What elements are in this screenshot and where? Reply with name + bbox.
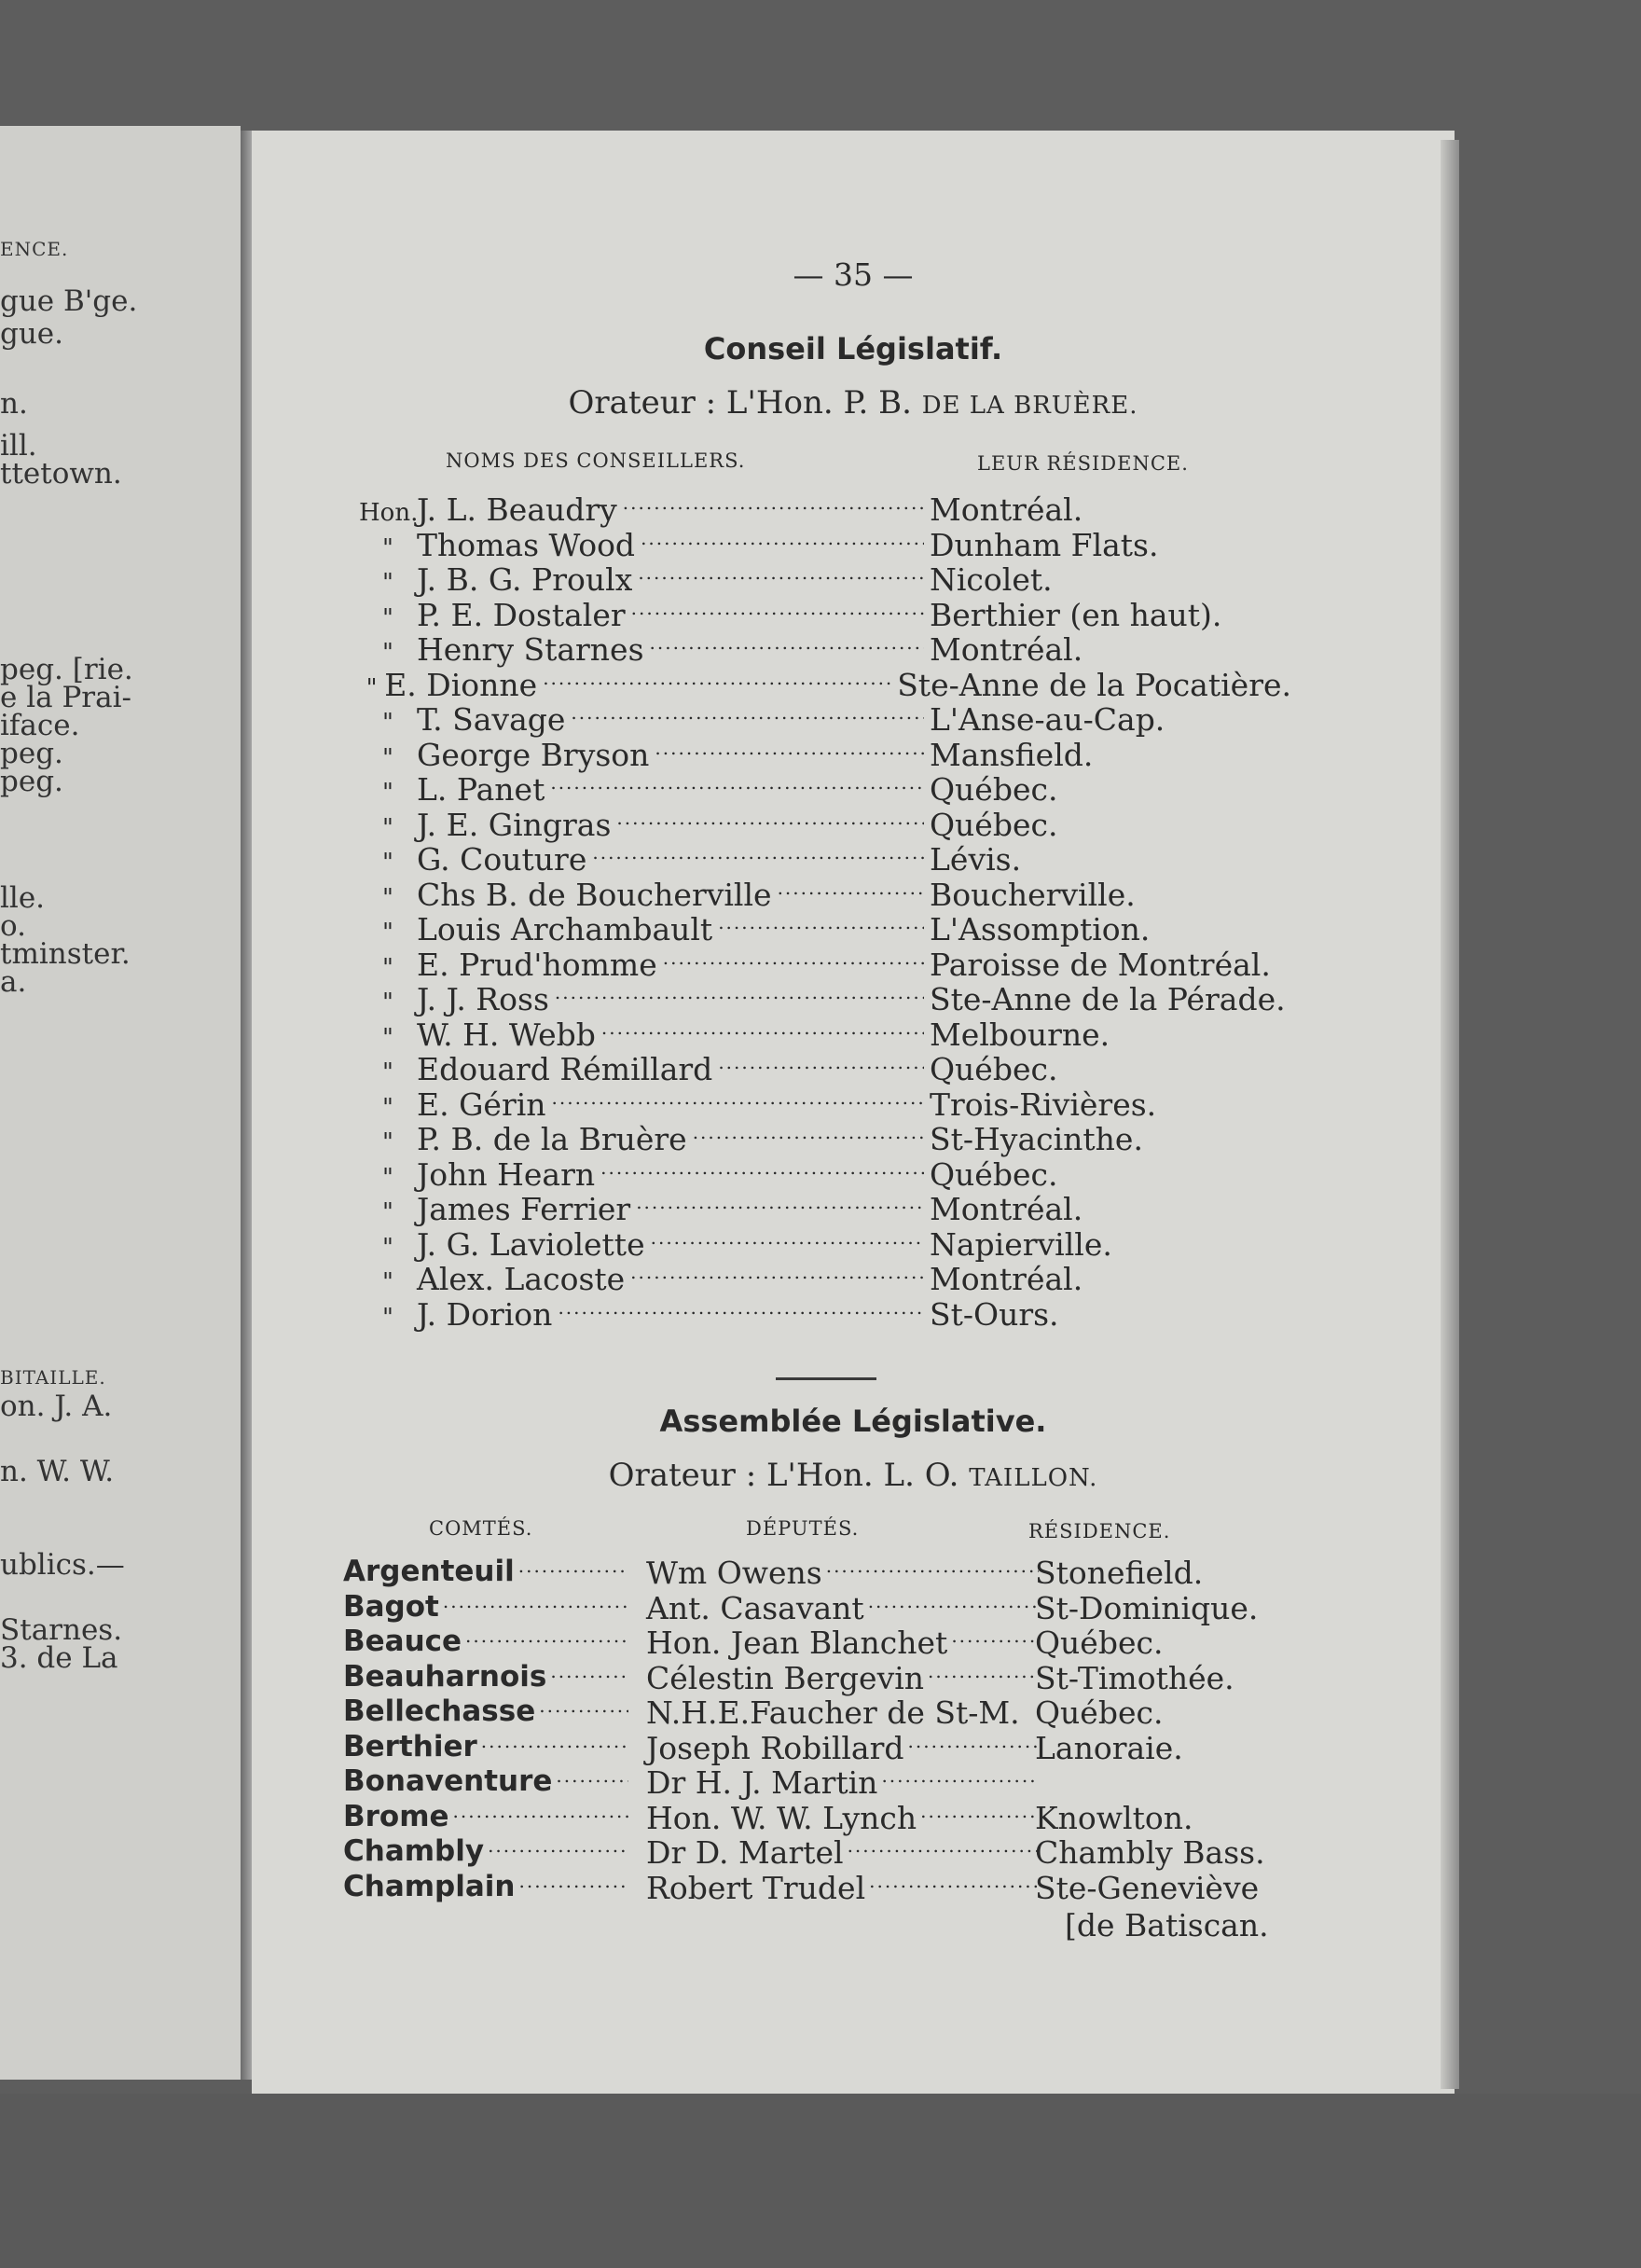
conseil-row-residence: Napierville.	[930, 1225, 1112, 1263]
conseil-row-prefix: "	[382, 953, 393, 982]
conseil-row	[359, 1156, 1291, 1194]
conseil-row-prefix: "	[382, 989, 393, 1016]
left-page-fragment: iface.	[0, 709, 80, 742]
conseil-row-residence: Melbourne.	[930, 1016, 1110, 1053]
leader-dots	[928, 1660, 1039, 1696]
conseil-row-residence: Québec.	[930, 806, 1058, 843]
left-page-fragment: o.	[0, 909, 26, 943]
assemblee-orateur-prefix: Orateur : L'Hon. L. O.	[608, 1457, 959, 1494]
leader-dots	[558, 1296, 924, 1333]
assemblee-row	[343, 1694, 1313, 1732]
leader-dots	[920, 1800, 1039, 1836]
conseil-row-residence: Montréal.	[930, 1261, 1083, 1297]
assemblee-row-comte: Chambly	[343, 1834, 485, 1868]
leader-dots	[543, 667, 891, 703]
conseil-row-prefix: "	[382, 919, 393, 947]
left-page-fragment: n. W. W.	[0, 1455, 115, 1488]
conseil-row-prefix: Hon.	[359, 499, 419, 527]
leader-dots	[718, 911, 924, 947]
conseil-row-name: E. Gérin	[417, 1086, 546, 1123]
conseil-row-prefix: "	[382, 1198, 393, 1226]
leader-dots	[453, 1800, 628, 1833]
conseil-row-name: J. E. Gingras	[417, 806, 612, 843]
col-header-deputes: DÉPUTÉS.	[746, 1517, 860, 1540]
leader-dots	[718, 1051, 924, 1087]
conseil-row-residence: Ste-Anne de la Pocatière.	[897, 666, 1291, 703]
conseil-row	[359, 1051, 1291, 1088]
conseil-row-residence: Montréal.	[930, 631, 1083, 668]
conseil-row-prefix: "	[382, 1233, 393, 1262]
conseil-row-residence: Ste-Anne de la Pérade.	[930, 981, 1286, 1017]
assemblee-row-residence: Knowlton.	[1035, 1799, 1193, 1836]
conseil-row	[359, 701, 1291, 739]
leader-dots	[651, 1226, 924, 1263]
conseil-row-residence: Nicolet.	[930, 561, 1053, 598]
leader-dots	[663, 947, 924, 983]
leader-dots	[951, 1625, 1039, 1661]
conseil-row-residence: Montréal.	[930, 491, 1083, 528]
conseil-row-name: E. Dionne	[384, 666, 538, 703]
leader-dots	[908, 1730, 1039, 1766]
leader-dots	[443, 1590, 628, 1624]
conseil-row-prefix: "	[382, 779, 393, 807]
section-rule	[776, 1377, 876, 1380]
leader-dots	[638, 561, 924, 598]
leader-dots	[556, 1764, 628, 1798]
assemblee-row-residence: Chambly Bass.	[1035, 1834, 1265, 1871]
conseil-row-prefix: "	[382, 1268, 393, 1296]
left-page-fragment: BITAILLE.	[0, 1366, 106, 1389]
conseil-row-residence: St-Ours.	[930, 1295, 1059, 1333]
conseil-row-prefix: "	[382, 743, 393, 772]
conseil-row-name: Thomas Wood	[417, 526, 636, 563]
left-page	[0, 126, 241, 2080]
conseil-row-prefix: "	[382, 639, 393, 667]
assemblee-row-comte: Brome	[343, 1799, 449, 1833]
conseil-row-residence: Montréal.	[930, 1191, 1083, 1227]
conseil-row-name: J. L. Beaudry	[417, 491, 617, 528]
conseil-row	[359, 771, 1291, 809]
leader-dots	[601, 1016, 924, 1053]
conseil-orateur-name: DE LA BRUÈRE.	[921, 392, 1138, 420]
conseil-row-prefix: "	[382, 1303, 393, 1332]
assemblee-row	[343, 1625, 1313, 1662]
leader-dots	[550, 771, 924, 808]
conseil-row-prefix: "	[382, 1128, 393, 1156]
leader-dots	[630, 1261, 924, 1297]
conseil-row	[359, 561, 1291, 599]
assemblee-row-comte: Bonaventure	[343, 1764, 553, 1798]
conseil-row-prefix: "	[365, 673, 378, 702]
leader-dots	[539, 1694, 628, 1728]
conseil-row-residence: Trois-Rivières.	[930, 1086, 1157, 1123]
leader-dots	[592, 841, 924, 878]
conseil-orateur	[252, 384, 1455, 422]
assemblee-row-depute: Dr D. Martel	[646, 1834, 844, 1871]
conseil-row-name: J. B. G. Proulx	[417, 561, 633, 598]
left-page-fragment: 3. de La	[0, 1641, 118, 1675]
conseil-row-prefix: "	[382, 709, 393, 737]
assemblee-row-residence: St-Dominique.	[1035, 1589, 1259, 1626]
conseil-row	[359, 911, 1291, 948]
leader-dots	[631, 597, 924, 633]
left-page-fragment: gue.	[0, 317, 64, 351]
col-header-residence: LEUR RÉSIDENCE.	[977, 452, 1189, 475]
conseil-row-name: E. Prud'homme	[417, 946, 657, 983]
leader-dots	[623, 491, 924, 528]
conseil-row-residence: Boucherville.	[930, 876, 1136, 913]
conseil-row-name: George Bryson	[417, 736, 650, 773]
leader-dots	[552, 1086, 924, 1123]
conseil-row-name: Henry Starnes	[417, 631, 644, 668]
conseil-row-residence: L'Assomption.	[930, 911, 1151, 947]
conseil-row-prefix: "	[382, 1163, 393, 1192]
left-page-fragment: peg.	[0, 737, 63, 770]
leader-dots	[518, 1555, 628, 1588]
conseil-row-residence: Paroisse de Montréal.	[930, 946, 1271, 983]
leader-dots	[488, 1834, 628, 1868]
assemblee-row	[343, 1800, 1313, 1837]
leader-dots	[518, 1870, 628, 1903]
conseil-row-residence: Québec.	[930, 1051, 1058, 1087]
assemblee-row	[343, 1834, 1313, 1872]
conseil-row-name: James Ferrier	[417, 1191, 631, 1227]
leader-dots	[655, 737, 924, 773]
col-header-names: NOMS DES CONSEILLERS.	[446, 449, 746, 472]
conseil-row-prefix: "	[382, 883, 393, 912]
conseil-row	[359, 807, 1291, 844]
assemblee-row-comte: Beauharnois	[343, 1659, 547, 1694]
assemblee-row	[343, 1870, 1313, 1907]
assemblee-row-residence: Lanoraie.	[1035, 1729, 1183, 1766]
assemblee-row-comte: Berthier	[343, 1729, 477, 1763]
assemblee-row	[343, 1660, 1313, 1697]
assemblee-row-comte: Argenteuil	[343, 1555, 515, 1588]
conseil-row	[359, 667, 1291, 704]
conseil-row-name: J. G. Laviolette	[417, 1225, 645, 1263]
assemblee-row-comte: Bellechasse	[343, 1694, 536, 1728]
conseil-row-name: Chs B. de Boucherville	[417, 876, 772, 913]
assemblee-row-comte: Bagot	[343, 1589, 439, 1624]
conseil-row	[359, 631, 1291, 669]
assemblee-row-depute: Ant. Casavant	[646, 1589, 864, 1626]
left-page-fragment: ublics.—	[0, 1548, 125, 1582]
conseil-row	[359, 1121, 1291, 1158]
leader-dots	[826, 1555, 1039, 1591]
conseil-row-name: L. Panet	[417, 771, 545, 808]
conseil-row-name: W. H. Webb	[417, 1016, 596, 1053]
assemblee-row-residence: Québec.	[1035, 1625, 1164, 1661]
conseil-row	[359, 877, 1291, 914]
conseil-row-name: T. Savage	[417, 701, 566, 738]
leader-dots	[555, 981, 924, 1017]
conseil-row	[359, 1191, 1291, 1228]
conseil-row-prefix: "	[382, 569, 393, 597]
left-page-fragment: lle.	[0, 881, 46, 915]
conseil-row-prefix: "	[382, 533, 393, 562]
conseil-row-residence: Québec.	[930, 1155, 1058, 1193]
assemblee-row-depute: Hon. Jean Blanchet	[646, 1625, 948, 1661]
leader-dots	[848, 1834, 1039, 1871]
conseil-row	[359, 1016, 1291, 1054]
conseil-row-residence: Berthier (en haut).	[930, 596, 1222, 633]
conseil-row	[359, 841, 1291, 878]
col-header-comtes: COMTÉS.	[429, 1517, 533, 1540]
conseil-row-name: Edouard Rémillard	[417, 1051, 713, 1087]
assemblee-orateur	[252, 1457, 1455, 1494]
conseil-row	[359, 1226, 1291, 1264]
leader-dots	[641, 527, 924, 563]
leader-dots	[481, 1730, 628, 1763]
leader-dots	[650, 631, 924, 668]
assemblee-row-residence: Ste-Geneviève	[1035, 1869, 1260, 1906]
conseil-row-name: Louis Archambault	[417, 911, 713, 947]
assemblee-row-depute: Célestin Bergevin	[646, 1659, 925, 1696]
conseil-row	[359, 737, 1291, 774]
continuation-line: [de Batiscan.	[1065, 1907, 1269, 1943]
leader-dots	[571, 701, 924, 738]
left-page-fragment: on. J. A.	[0, 1390, 113, 1423]
leader-dots	[881, 1764, 1039, 1801]
conseil-row-name: J. J. Ross	[417, 981, 549, 1017]
assemblee-row-depute: Dr H. J. Martin	[646, 1764, 878, 1801]
conseil-row-residence: Mansfield.	[930, 736, 1094, 773]
conseil-row-residence: St-Hyacinthe.	[930, 1121, 1143, 1157]
assemblee-row-residence: St-Timothée.	[1035, 1659, 1234, 1696]
conseil-row-name: John Hearn	[417, 1155, 596, 1193]
conseil-row-prefix: "	[382, 1023, 393, 1052]
conseil-row-prefix: "	[382, 1093, 393, 1122]
conseil-row-name: P. B. de la Bruère	[417, 1121, 687, 1157]
left-page-fragment: gue B'ge.	[0, 284, 138, 318]
assemblee-row-residence: Stonefield.	[1035, 1555, 1204, 1591]
conseil-title: Conseil Législatif.	[703, 331, 1003, 366]
assemblee-orateur-name: TAILLON.	[969, 1464, 1098, 1492]
assemblee-row	[343, 1555, 1313, 1592]
assemblee-row	[343, 1764, 1313, 1802]
leader-dots	[600, 1156, 924, 1193]
left-page-fragment: peg. [rie.	[0, 653, 133, 686]
conseil-row-name: G. Couture	[417, 841, 587, 878]
conseil-orateur-prefix: Orateur : L'Hon. P. B.	[568, 384, 912, 422]
left-page-fragment: a.	[0, 965, 27, 999]
leader-dots	[550, 1660, 628, 1694]
assemblee-title: Assemblée Législative.	[659, 1404, 1047, 1439]
leader-dots	[465, 1625, 628, 1658]
assemblee-row	[343, 1730, 1313, 1767]
left-page-fragment: ill.	[0, 429, 37, 463]
left-page-fragment: e la Prai-	[0, 681, 131, 714]
assemblee-row-depute: Hon. W. W. Lynch	[646, 1799, 917, 1836]
conseil-row	[359, 1261, 1291, 1298]
assemblee-row-comte: Beauce	[343, 1625, 462, 1658]
leader-dots	[616, 807, 924, 843]
conseil-row-prefix: "	[382, 603, 393, 632]
conseil-row-name: P. E. Dostaler	[417, 596, 626, 633]
leader-dots	[868, 1590, 1039, 1626]
assemblee-row-depute: Joseph Robillard	[646, 1729, 904, 1766]
conseil-row-name: Alex. Lacoste	[417, 1261, 626, 1297]
left-page-fragment: ttetown.	[0, 457, 122, 491]
assemblee-row-depute: Wm Owens	[646, 1555, 822, 1591]
assemblee-row-depute: N.H.E.Faucher de St-M.	[646, 1694, 1020, 1731]
conseil-row-residence: L'Anse-au-Cap.	[930, 701, 1165, 738]
conseil-row	[359, 947, 1291, 984]
col-header-residence-assemblee: RÉSIDENCE.	[1028, 1520, 1171, 1542]
conseil-row-prefix: "	[382, 849, 393, 877]
page-number: — 35 —	[793, 256, 914, 293]
conseil-row-prefix: "	[382, 813, 393, 842]
leader-dots	[636, 1191, 924, 1227]
conseil-row	[359, 1296, 1291, 1334]
assemblee-row-depute: Robert Trudel	[646, 1869, 866, 1906]
left-page-fragment: peg.	[0, 765, 63, 798]
conseil-row-prefix: "	[382, 1058, 393, 1086]
conseil-row	[359, 491, 1291, 529]
conseil-row	[359, 597, 1291, 634]
left-page-fragment: ENCE.	[0, 238, 69, 260]
background-bottom	[0, 2094, 1641, 2268]
assemblee-row	[343, 1590, 1313, 1627]
page-edge	[1441, 140, 1459, 2089]
leader-dots	[778, 877, 924, 913]
conseil-row-residence: Québec.	[930, 771, 1058, 808]
left-page-fragment: tminster.	[0, 937, 131, 971]
assemblee-row-comte: Champlain	[343, 1869, 516, 1903]
conseil-row	[359, 527, 1291, 564]
left-page-fragment: n.	[0, 387, 28, 421]
conseil-row	[359, 1086, 1291, 1124]
leader-dots	[693, 1121, 924, 1157]
assemblee-row-residence: Québec.	[1035, 1694, 1164, 1731]
conseil-row-residence: Lévis.	[930, 841, 1022, 878]
conseil-row-residence: Dunham Flats.	[930, 526, 1159, 563]
leader-dots	[869, 1870, 1039, 1906]
conseil-row	[359, 981, 1291, 1018]
left-page-fragment: Starnes.	[0, 1613, 123, 1647]
conseil-row-name: J. Dorion	[417, 1295, 553, 1333]
